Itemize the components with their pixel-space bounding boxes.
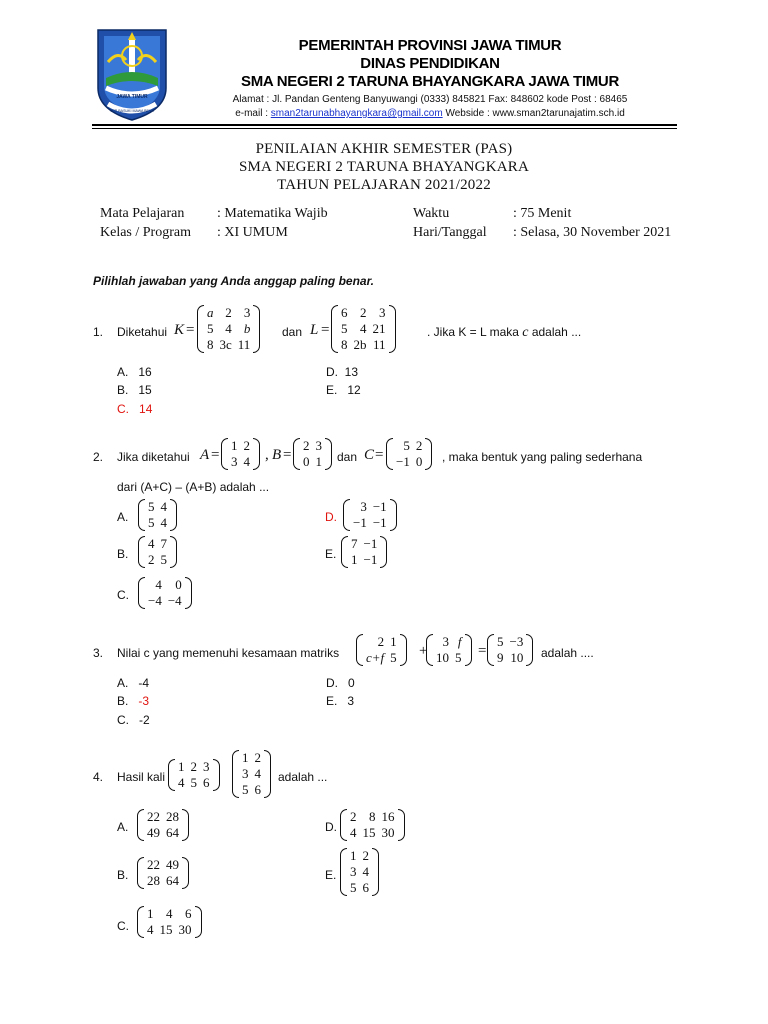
question-2-text-b: dan: [337, 450, 358, 464]
matrix-cell: 64: [166, 825, 179, 840]
option-label: B.: [117, 694, 129, 708]
option-a: A.: [117, 510, 129, 524]
matrix-cell: b: [243, 321, 251, 336]
letterhead-divider-thick: [92, 124, 677, 126]
option-c: C.: [117, 588, 129, 602]
time-label: Waktu: [413, 206, 450, 221]
matrix-cell: 6: [254, 782, 261, 797]
matrix-cell: 6: [362, 880, 369, 895]
matrix-cell: 6: [341, 305, 348, 320]
matrix-cell: 1: [178, 759, 185, 774]
date-value: : Selasa, 30 November 2021: [513, 225, 672, 240]
matrix-cell: 9: [497, 650, 504, 665]
matrix: [137, 809, 189, 841]
matrix-cell: 10: [510, 650, 524, 665]
matrix: [138, 499, 177, 531]
matrix: [221, 438, 260, 470]
matrix-cell: 11: [372, 337, 386, 352]
equals-sign: =: [375, 447, 384, 463]
equals-sign: =: [211, 447, 220, 463]
exam-year: TAHUN PELAJARAN 2021/2022: [277, 177, 491, 193]
question-2-text-d: dari (A+C) – (A+B) adalah ...: [117, 480, 270, 494]
matrix: [138, 577, 192, 609]
exam-school: SMA NEGERI 2 TARUNA BHAYANGKARA: [238, 159, 530, 175]
matrix-cell: 5: [403, 438, 410, 453]
matrix-cell: 15: [159, 922, 173, 937]
matrix-cell: 7: [351, 536, 358, 551]
matrix: [138, 536, 177, 568]
matrix-cell: −1: [372, 515, 387, 530]
option-b: [117, 383, 152, 397]
matrix-cell: 2: [190, 759, 197, 774]
matrix-cell: 4: [166, 906, 173, 921]
option-value: 13: [344, 365, 359, 379]
matrix-cell: 1: [147, 906, 154, 921]
question-4-text-a: Hasil kali: [117, 770, 166, 784]
matrix: [197, 305, 260, 353]
comma: ,: [265, 447, 269, 463]
matrix-cell: 4: [160, 515, 167, 530]
option-label: E.: [326, 383, 338, 397]
matrix-name: C: [364, 447, 375, 463]
matrix-cell: 5: [497, 634, 504, 649]
matrix-cell: 2: [243, 438, 250, 453]
option-value: 3: [347, 694, 355, 708]
option-e: [326, 383, 361, 397]
matrix-cell: 3c: [219, 337, 232, 352]
matrix-cell: 5: [350, 880, 357, 895]
class-value: : XI UMUM: [217, 225, 288, 240]
option-e: [326, 694, 354, 708]
matrix-cell: 4: [360, 321, 367, 336]
matrix-cell: 11: [237, 337, 251, 352]
matrix-cell: −1: [372, 499, 387, 514]
matrix-cell: 4: [362, 864, 369, 879]
matrix-cell: 4: [225, 321, 232, 336]
question-2-text-c: , maka bentuk yang paling sederhana: [442, 450, 643, 464]
option-d: [326, 676, 355, 690]
matrix-cell: 22: [147, 809, 160, 824]
matrix-cell: 4: [243, 454, 250, 469]
question-number: 3.: [93, 646, 104, 660]
option-value: 14: [139, 402, 153, 416]
matrix-cell: 5: [242, 782, 249, 797]
matrix-cell: 2: [303, 438, 310, 453]
matrix-cell: 3: [442, 634, 449, 649]
matrix: [341, 536, 387, 568]
question-1-text-part: adalah ...: [528, 325, 582, 339]
matrix: [340, 848, 379, 896]
letterhead-department: DINAS PENDIDIKAN: [360, 55, 500, 72]
equals-sign: =: [478, 643, 487, 659]
question-1-text-part: . Jika K = L maka: [427, 325, 523, 339]
matrix-cell: 8: [207, 337, 214, 352]
matrix-cell: 2: [362, 848, 369, 863]
matrix-cell: 22: [147, 857, 160, 872]
matrix-cell: 3: [350, 864, 357, 879]
matrix-name: K: [174, 322, 185, 338]
question-1-text-b: dan: [282, 325, 303, 339]
matrix-cell: 1: [350, 848, 357, 863]
matrix-cell: 5: [148, 515, 155, 530]
matrix-cell: −4: [167, 593, 182, 608]
matrix-cell: 2b: [353, 337, 367, 352]
option-e: E.: [325, 547, 337, 561]
matrix: [293, 438, 332, 470]
option-e: E.: [325, 868, 337, 882]
matrix-cell: 5: [341, 321, 348, 336]
matrix-cell: 1: [315, 454, 322, 469]
time-value: : 75 Menit: [513, 206, 572, 221]
matrix-cell: 3: [243, 305, 251, 320]
matrix: [137, 857, 189, 889]
svg-text:JER BASUKI MAWA BEYA: JER BASUKI MAWA BEYA: [110, 109, 154, 113]
option-label: B.: [117, 383, 129, 397]
question-4-text-b: adalah ...: [278, 770, 328, 784]
plus-sign: +: [419, 643, 428, 659]
option-label: A.: [117, 365, 129, 379]
matrix-cell: 49: [147, 825, 160, 840]
matrix-cell: −1: [363, 536, 378, 551]
matrix: [386, 438, 432, 470]
option-value: 15: [138, 383, 152, 397]
matrix-cell: 1: [242, 750, 249, 765]
option-b: [117, 694, 149, 708]
option-a: [117, 365, 152, 379]
matrix-cell: 0: [175, 577, 182, 592]
email-prefix: e-mail :: [235, 108, 271, 119]
letterhead-government: PEMERINTAH PROVINSI JAWA TIMUR: [298, 37, 562, 54]
option-value: 16: [138, 365, 152, 379]
matrix-cell: 30: [178, 922, 192, 937]
matrix-cell: 49: [166, 857, 179, 872]
matrix: [340, 809, 405, 841]
matrix-cell: 2: [415, 438, 423, 453]
option-value: 12: [347, 383, 361, 397]
matrix-cell: 4: [350, 825, 357, 840]
option-a: A.: [117, 820, 129, 834]
question-1-text-a: Diketahui: [117, 325, 168, 339]
matrix-cell: 3: [315, 438, 322, 453]
matrix-cell: 8: [369, 809, 376, 824]
matrix-cell: 3: [360, 499, 367, 514]
matrix-cell: −1: [353, 515, 367, 530]
matrix-cell: 5: [455, 650, 462, 665]
instruction: Pilihlah jawaban yang Anda anggap paling benar.: [93, 274, 374, 288]
option-b: B.: [117, 868, 129, 882]
variable-c: c: [522, 325, 529, 340]
matrix-cell: 6: [185, 906, 192, 921]
option-a: [117, 676, 149, 690]
matrix-cell: 5: [207, 321, 214, 336]
matrix-cell: 28: [147, 873, 160, 888]
matrix-cell: 2: [360, 305, 367, 320]
matrix-cell: 10: [436, 650, 449, 665]
matrix: [487, 634, 533, 666]
matrix-cell: −1: [363, 552, 378, 567]
matrix-cell: 2: [254, 750, 261, 765]
matrix-cell: 4: [155, 577, 162, 592]
option-c-answer: [117, 402, 152, 416]
matrix-cell: 4: [254, 766, 261, 781]
matrix-cell: 4: [148, 536, 155, 551]
option-c: C.: [117, 919, 129, 933]
matrix-cell: 3: [379, 305, 386, 320]
letterhead-contact: [200, 108, 660, 119]
equals-sign: =: [186, 322, 195, 338]
website-text: Webside : www.sman2tarunajatim.sch.id: [442, 108, 625, 119]
matrix-cell: 5: [148, 499, 155, 514]
class-label: Kelas / Program: [100, 225, 191, 240]
matrix: [343, 499, 397, 531]
question-number: 4.: [93, 770, 104, 784]
matrix-cell: 0: [303, 454, 310, 469]
matrix-cell: 6: [203, 775, 210, 790]
svg-text:JAWA TIMUR: JAWA TIMUR: [116, 94, 148, 100]
matrix: [232, 750, 271, 798]
matrix-cell: −4: [148, 593, 162, 608]
matrix-cell: 4: [147, 922, 154, 937]
matrix-name: L: [310, 322, 319, 338]
question-number: 2.: [93, 450, 104, 464]
option-label: D.: [326, 365, 338, 379]
matrix-cell: 5: [190, 775, 197, 790]
matrix-cell: 3: [203, 759, 210, 774]
matrix-cell: 2: [377, 634, 385, 649]
matrix-cell: 16: [381, 809, 395, 824]
matrix-cell: 3: [242, 766, 249, 781]
option-label: C.: [117, 402, 129, 416]
option-d-answer: D.: [325, 510, 337, 524]
matrix-cell: 3: [231, 454, 238, 469]
matrix-cell: 4: [178, 775, 185, 790]
option-value: -2: [139, 713, 150, 727]
matrix-cell: −3: [509, 634, 524, 649]
option-d: [326, 365, 358, 379]
matrix-name: B: [272, 447, 282, 463]
question-number: 1.: [93, 325, 104, 339]
matrix-cell: 5: [160, 552, 167, 567]
option-label: D.: [326, 676, 338, 690]
exam-title: PENILAIAN AKHIR SEMESTER (PAS): [255, 141, 513, 157]
east-java-province-emblem: [92, 26, 172, 122]
option-b: B.: [117, 547, 129, 561]
matrix-name: A: [200, 447, 210, 463]
matrix-cell: 2: [225, 305, 232, 320]
matrix-cell: 1: [231, 438, 238, 453]
email-link: sman2tarunabhayangkara@gmail.com: [270, 108, 443, 119]
matrix-cell: a: [207, 305, 214, 320]
matrix: [137, 906, 202, 938]
equals-sign: =: [321, 322, 330, 338]
subject-value: : Matematika Wajib: [217, 206, 328, 221]
matrix-cell: 2: [148, 552, 155, 567]
matrix-cell: 5: [390, 650, 397, 665]
matrix-cell: 2: [350, 809, 357, 824]
matrix-cell: 1: [390, 634, 397, 649]
option-label: C.: [117, 713, 129, 727]
matrix-cell: f: [457, 634, 462, 649]
question-1-text-c: [427, 325, 581, 341]
question-2-text-a: Jika diketahui: [117, 450, 190, 464]
matrix: [168, 759, 220, 791]
matrix-cell: 4: [160, 499, 167, 514]
question-3-text-b: adalah ....: [541, 646, 594, 660]
letterhead-school: SMA NEGERI 2 TARUNA BHAYANGKARA JAWA TIMUR: [241, 73, 619, 90]
matrix-cell: −1: [396, 454, 410, 469]
letterhead-address: Alamat : Jl. Pandan Genteng Banyuwangi (0333) 845821 Fax: 848602 kode Post : 68465: [232, 94, 628, 105]
option-value: -4: [138, 676, 150, 690]
matrix-cell: 64: [166, 873, 179, 888]
matrix-cell: 21: [372, 321, 386, 336]
matrix-cell: 15: [362, 825, 376, 840]
question-3-text-a: Nilai c yang memenuhi kesamaan matriks: [117, 646, 340, 660]
matrix: [331, 305, 396, 353]
matrix-cell: 8: [341, 337, 348, 352]
matrix: [426, 634, 472, 666]
matrix-cell: 30: [381, 825, 395, 840]
matrix-cell: 7: [160, 536, 167, 551]
matrix-cell: 0: [415, 454, 423, 469]
subject-label: Mata Pelajaran: [100, 206, 185, 221]
option-value-answer: -3: [138, 694, 150, 708]
option-d: D.: [325, 820, 337, 834]
matrix: [356, 634, 407, 666]
equals-sign: =: [283, 447, 292, 463]
option-label: E.: [326, 694, 338, 708]
matrix-cell: 28: [166, 809, 179, 824]
date-label: Hari/Tanggal: [413, 225, 487, 240]
matrix-cell: c+f: [366, 650, 385, 665]
option-label: A.: [117, 676, 129, 690]
option-value: 0: [348, 676, 355, 690]
option-c: [117, 713, 150, 727]
matrix-cell: 1: [351, 552, 358, 567]
letterhead-divider-thin: [92, 128, 677, 129]
